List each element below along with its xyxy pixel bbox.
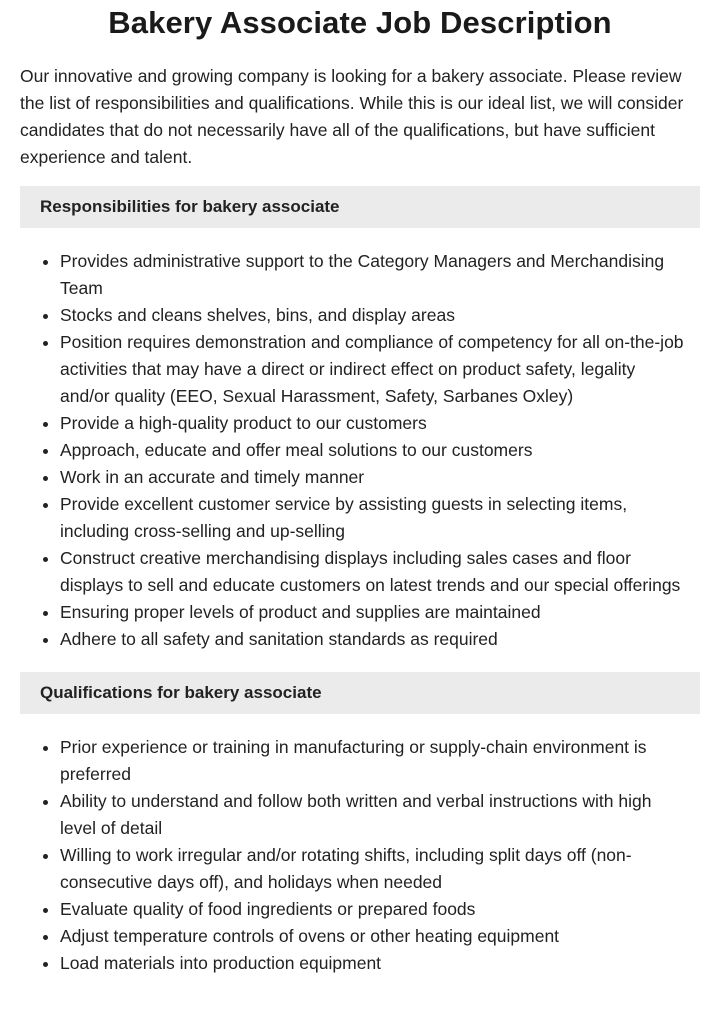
- intro-paragraph: Our innovative and growing company is looking for a bakery associate. Please review the list of responsibilities and qualifications. While this is our ideal list, we will consider candidates that do not necessarily have all of the qualifications, but have sufficient experience and talent.: [20, 66, 684, 167]
- list-item: • Position requires demonstration and compliance of competency for all on-the-job activities that may have a direct or indirect effect on product safety, legality and/or quality (EEO, Sexual Harassment, Safety, Sarbanes Oxley): [60, 329, 700, 410]
- list-item: • Work in an accurate and timely manner: [60, 464, 700, 491]
- list-item: • Approach, educate and offer meal solutions to our customers: [60, 437, 700, 464]
- list-item: • Stocks and cleans shelves, bins, and display areas: [60, 302, 700, 329]
- list-item: • Load materials into production equipment: [60, 950, 700, 977]
- list-item: • Provides administrative support to the Category Managers and Merchandising Team: [60, 248, 700, 302]
- list-item: • Provide excellent customer service by assisting guests in selecting items, including cross-selling and up-selling: [60, 491, 700, 545]
- list-item: • Prior experience or training in manufacturing or supply-chain environment is preferred: [60, 734, 700, 788]
- responsibilities-heading: Responsibilities for bakery associate: [20, 186, 700, 228]
- list-item: • Ensuring proper levels of product and supplies are maintained: [60, 599, 700, 626]
- list-item: • Willing to work irregular and/or rotating shifts, including split days off (non-consecutive days off), and holidays when needed: [60, 842, 700, 896]
- list-item: • Evaluate quality of food ingredients or prepared foods: [60, 896, 700, 923]
- list-item: • Ability to understand and follow both written and verbal instructions with high level of detail: [60, 788, 700, 842]
- qualifications-heading: Qualifications for bakery associate: [20, 672, 700, 714]
- page-title: Bakery Associate Job Description: [108, 5, 612, 40]
- list-item: • Construct creative merchandising displays including sales cases and floor displays to sell and educate customers on latest trends and our special offerings: [60, 545, 700, 599]
- list-item: • Adjust temperature controls of ovens or other heating equipment: [60, 923, 700, 950]
- list-item: • Adhere to all safety and sanitation standards as required: [60, 626, 700, 653]
- responsibilities-list: [20, 248, 700, 653]
- qualifications-list: [20, 734, 700, 977]
- list-item: • Provide a high-quality product to our customers: [60, 410, 700, 437]
